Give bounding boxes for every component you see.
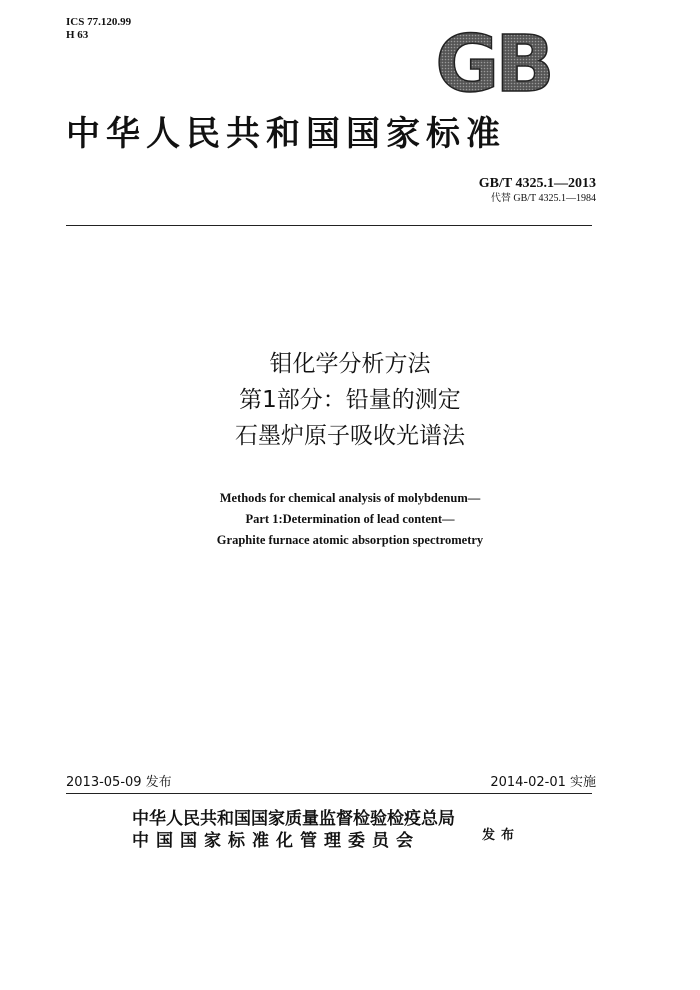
ics-code: ICS 77.120.99	[66, 16, 132, 28]
gb-logo	[426, 28, 560, 98]
chinese-title-line: 钼化学分析方法	[269, 351, 431, 377]
standard-number: GB/T 4325.1—2013	[478, 176, 596, 191]
top-divider	[66, 225, 592, 226]
english-title-line: Methods for chemical analysis of molybdenum—	[219, 491, 481, 505]
english-title-line: Part 1:Determination of lead content—	[245, 512, 455, 526]
issuer-org: 中华人民共和国国家质量监督检验检疫总局	[132, 809, 455, 829]
implementation-date: 2014-02-01 实施	[490, 775, 596, 790]
chinese-title	[0, 346, 700, 454]
replaces-standard: 代替 GB/T 4325.1—1984	[490, 193, 596, 204]
ccs-code: H 63	[66, 29, 89, 41]
bottom-divider	[66, 793, 592, 794]
english-title	[0, 488, 700, 551]
standard-number-block	[479, 176, 596, 205]
chinese-title-line: 石墨炉原子吸收光谱法	[235, 423, 465, 449]
issuing-organizations	[132, 808, 455, 852]
chinese-title-line: 第1部分：铅量的测定	[239, 387, 461, 413]
gb-logo-text: GB	[435, 28, 551, 98]
classification-codes	[66, 16, 131, 42]
publish-label: 发布	[482, 828, 521, 843]
national-standard-title: 中华人民共和国国家标准	[66, 114, 506, 154]
issue-date: 2013-05-09 发布	[66, 775, 172, 790]
english-title-line: Graphite furnace atomic absorption spectrometry	[216, 533, 484, 547]
issuer-org: 中国国家标准化管理委员会	[132, 831, 420, 851]
